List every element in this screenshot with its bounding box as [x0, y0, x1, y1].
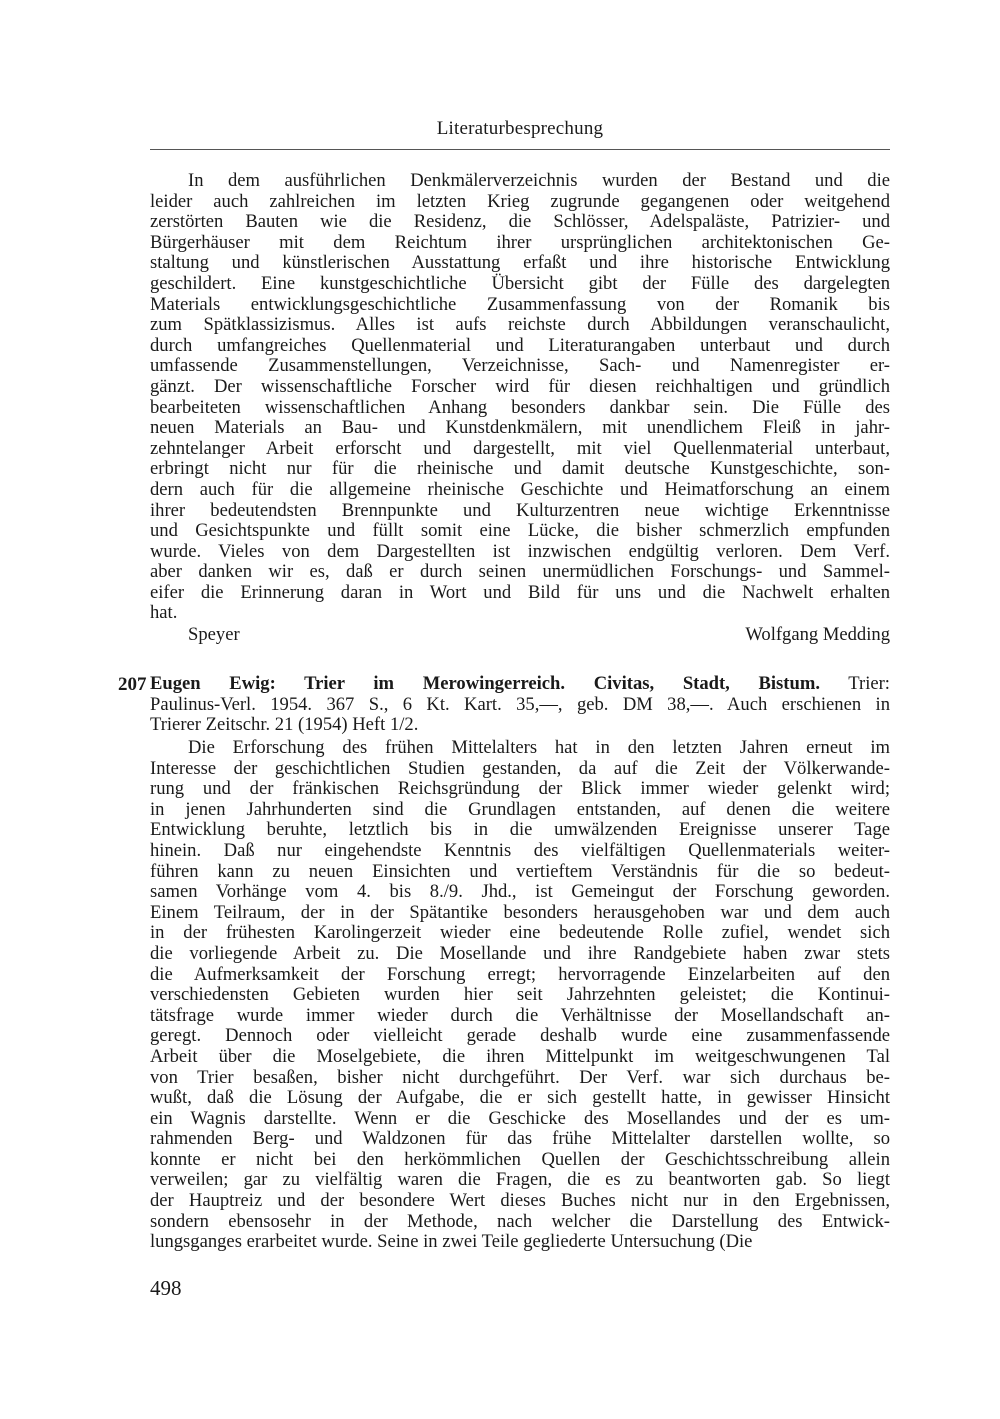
citation-line: Paulinus-Verl. 1954. 367 S., 6 Kt. Kart. 35,—, geb. DM 38,—. Auch erschienen in: [150, 693, 890, 715]
text-line: und Gesichtspunkte und füllt somit eine Lücke, die bisher schmerzlich empfunden: [150, 520, 890, 542]
text-line: sondern ebensosehr in der Methode, nach welcher die Darstellung des Entwick-: [150, 1210, 890, 1232]
text-line: Arbeit über die Moselgebiete, die ihren Mittelpunkt im weitgeschwungenen Tal: [150, 1045, 890, 1067]
text-line: wurde. Vieles von dem Dargestellten ist inzwischen endgültig verloren. Dem Verf.: [150, 540, 890, 562]
entry-citation: [150, 674, 890, 736]
text-line: verschiedensten Gebieten wurden hier seit Jahrzehnten geleistet; die Kontinui-: [150, 984, 890, 1006]
running-head: Literaturbesprechung: [436, 118, 604, 139]
text-line: die vorliegende Arbeit zu. Die Mosellande und ihre Randgebiete haben zwar stets: [150, 942, 890, 964]
text-line: In dem ausführlichen Denkmälerverzeichnis wurden der Bestand und die: [188, 170, 890, 191]
signature-place: Speyer: [188, 624, 240, 645]
citation-line: [150, 674, 890, 695]
text-line: zum Spätklassizismus. Alles ist aufs reichste durch Abbildungen veranschaulicht,: [150, 314, 890, 336]
text-line: führen kann zu neuen Einsichten und vertieftem Verständnis für die so bedeut-: [150, 860, 890, 882]
text-line: durch umfangreiches Quellenmaterial und Literaturangaben unterbaut und durch: [150, 334, 890, 356]
text-line: konnte er nicht bei den herkömmlichen Quellen der Geschichtsschreibung allein: [150, 1148, 890, 1170]
text-line: in jenen Jahrhunderten sind die Grundlagen entstanden, auf denen die weitere: [150, 798, 890, 820]
text-line: bearbeiteten wissenschaftlichen Anhang besonders dankbar sein. Die Fülle des: [150, 396, 890, 418]
text-line: von Trier besaßen, bisher nicht durchgeführt. Der Verf. war sich durchaus be-: [150, 1066, 890, 1088]
citation-line: Trierer Zeitschr. 21 (1954) Heft 1/2.: [150, 714, 419, 736]
header-rule: [150, 149, 890, 150]
text-line: lungsganges erarbeitet wurde. Seine in zwei Teile gegliederte Untersuchung (Die: [150, 1231, 753, 1253]
entry-number: 207: [118, 674, 147, 695]
text-line: rahmenden Berg- und Waldzonen für das frühe Mittelalter darstellen wollte, so: [150, 1128, 890, 1150]
text-line: dern auch für die allgemeine rheinische Geschichte und Heimatforschung an einem: [150, 478, 890, 500]
text-line: geschildert. Eine kunstgeschichtliche Übersicht gibt der Fülle des dargelegten: [150, 272, 890, 294]
text-line: tätsfrage wurde immer wieder durch die Verhältnisse der Mosellandschaft an-: [150, 1004, 890, 1026]
text-line: staltung und künstlerischen Ausstattung erfaßt und ihre historische Entwicklung: [150, 252, 890, 274]
reviewer-name: Wolfgang Medding: [745, 624, 890, 645]
text-line: rung und der fränkischen Reichsgründung der Blick immer wieder gelenkt wird;: [150, 778, 890, 800]
text-line: in der frühesten Karolingerzeit wieder eine bedeutende Rolle zufiel, wendet sich: [150, 922, 890, 944]
text-line: hat.: [150, 602, 178, 624]
text-line: hinein. Daß nur eingehendste Kenntnis des vielfältigen Quellenmaterials weiter-: [150, 839, 890, 861]
text-line: Die Erforschung des frühen Mittelalters hat in den letzten Jahren erneut im: [188, 737, 890, 758]
citation-title: Eugen Ewig: Trier im Merowingerreich. Civitas, Stadt, Bistum.: [150, 673, 820, 694]
text-line: aber danken wir es, daß er durch seinen unermüdlichen Forschungs- und Sammel-: [150, 561, 890, 583]
text-line: ihrer bedeutendsten Brennpunkte und Kulturzentren neue wichtige Erkenntnisse: [150, 499, 890, 521]
text-line: zerstörten Bauten wie die Residenz, die Schlösser, Adelspaläste, Patrizier- und: [150, 211, 890, 233]
text-line: verweilen; gar zu vielfältig waren die Fragen, die es zu beantworten gab. So liegt: [150, 1169, 890, 1191]
text-line: Interesse der geschichtlichen Studien gestanden, da auf die Zeit der Völkerwande-: [150, 757, 890, 779]
review-body-1: [150, 171, 890, 624]
text-line: zehntelanger Arbeit erforscht und dargestellt, mit viel Quellenmaterial unterbaut,: [150, 437, 890, 459]
text-line: die Aufmerksamkeit der Forschung erregt; hervorragende Einzelarbeiten auf den: [150, 963, 890, 985]
page-number: 498: [150, 1276, 182, 1300]
text-line: Bürgerhäuser mit dem Reichtum ihrer ursprünglichen architektonischen Ge-: [150, 231, 890, 253]
text-line: Materials entwicklungsgeschichtliche Zusammenfassung von der Romanik bis: [150, 293, 890, 315]
text-line: leider auch zahlreichen im letzten Krieg zugrunde gegangenen oder weitgehend: [150, 190, 890, 212]
text-line: erbringt nicht nur für die rheinische und damit deutsche Kunstgeschichte, son-: [150, 458, 890, 480]
text-line: gänzt. Der wissenschaftliche Forscher wird für diesen reichhaltigen und gründlich: [150, 375, 890, 397]
text-line: wußt, daß die Lösung der Aufgabe, die er sich gestellt hatte, in gewisser Hinsicht: [150, 1087, 890, 1109]
citation-publisher: Trier:: [819, 673, 890, 694]
text-line: eifer die Erinnerung daran in Wort und Bild für uns und die Nachwelt erhalten: [150, 581, 890, 603]
text-line: samen Vorhänge vom 4. bis 8./9. Jhd., ist Gemeingut der Forschung geworden.: [150, 881, 890, 903]
text-line: ein Wagnis darstellte. Wenn er die Geschicke des Mosellandes und der es um-: [150, 1107, 890, 1129]
text-line: der Hauptreiz und der besondere Wert dieses Buches nicht nur in den Ergebnissen,: [150, 1190, 890, 1212]
text-line: geregt. Dennoch oder vielleicht gerade deshalb wurde eine zusammenfassende: [150, 1025, 890, 1047]
review-body-2: [150, 738, 890, 1253]
text-line: umfassende Zusammenstellungen, Verzeichnisse, Sach- und Namenregister er-: [150, 355, 890, 377]
text-line: neuen Materials an Bau- und Kunstdenkmälern, mit unendlichem Fleiß in jahr-: [150, 417, 890, 439]
text-line: Einem Teilraum, der in der Spätantike besonders herausgehoben war und dem auch: [150, 901, 890, 923]
text-line: Entwicklung beruhte, letztlich bis in die umwälzenden Ereignisse unserer Tage: [150, 819, 890, 841]
